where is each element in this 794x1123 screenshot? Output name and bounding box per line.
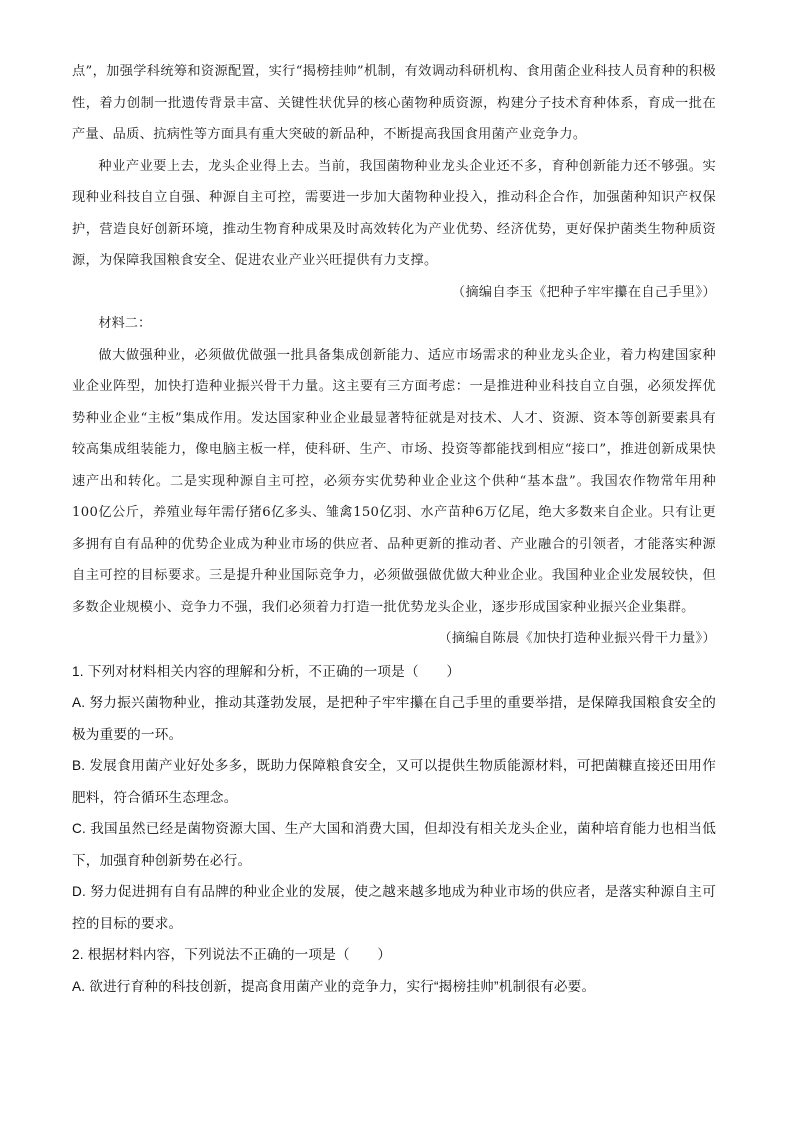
question-1-stem: 1. 下列对材料相关内容的理解和分析，不正确的一项是（ ）: [72, 663, 461, 679]
question-section: [72, 656, 716, 1003]
passage-paragraph-2: 种业产业要上去，龙头企业得上去。当前，我国菌物种业龙头企业还不多，育种创新能力还不够强。实现种业科技自立自强、种源自主可控，需要进一步加大菌物种业投入，推动科企合作，加强菌种知识产权保护，营造良好创新环境，推动生物育种成果及时高效转化为产业优势、经济优势，更好保护菌类生物种质资源，为保障我国粮食安全、促进农业产业兴旺提供有力支撑。: [72, 158, 716, 268]
material-two-label: 材料二：: [98, 316, 152, 331]
question-2-option-a: A. 欲进行育种的科技创新，提高食用菌产业的竞争力，实行“揭榜挂帅”机制很有必要。: [72, 978, 596, 994]
question-1-option-b: B. 发展食用菌产业好处多多，既助力保障粮食安全，又可以提供生物质能源材料，可把菌糠直接还田用作肥料，符合循环生态理念。: [72, 758, 716, 805]
source-citation-1: （摘编自李玉《把种子牢牢攥在自己手里》）: [451, 284, 716, 300]
passage-paragraph-1: 点”，加强学科统筹和资源配置，实行“揭榜挂帅”机制，有效调动科研机构、食用菌企业科技人员育种的积极性，着力创制一批遗传背景丰富、关键性状优异的核心菌物种质资源，构建分子技术育种体系，育成一批在产量、品质、抗病性等方面具有重大突破的新品种，不断提高我国食用菌产业竞争力。: [72, 64, 716, 142]
source-citation-2: （摘编自陈晨《加快打造种业振兴骨干力量》）: [438, 631, 716, 646]
question-2-stem: 2. 根据材料内容，下列说法不正确的一项是（ ）: [72, 947, 392, 962]
question-1-option-d: D. 努力促进拥有自有品牌的种业企业的发展，使之越来越多地成为种业市场的供应者，是落实种源自主可控的目标的要求。: [72, 884, 716, 931]
question-1-option-a: A. 努力振兴菌物种业，推动其蓬勃发展，是把种子牢牢攥在自己手里的重要举措，是保障我国粮食安全的极为重要的一环。: [72, 695, 716, 742]
passage-paragraph-3: 做大做强种业，必须做优做强一批具备集成创新能力、适应市场需求的种业龙头企业，着力构建国家种业企业阵型，加快打造种业振兴骨干力量。这主要有三方面考虑：一是推进种业科技自立自强，必须发挥优势种业企业“主板”集成作用。发达国家种业企业最显著特征就是对技术、人才、资源、资本等创新要素具有较高集成组装能力，像电脑主板一样，使科研、生产、市场、投资等都能找到相应“接口”，推进创新成果快速产出和转化。二是实现种源自主可控，必须夯实优势种业企业这个供种“基本盘”。我国农作物常年用种100亿公斤，养殖业每年需仔猪6亿多头、雏禽150亿羽、水产苗种6万亿尾，绝大多数来自企业。只有让更多拥有自有品种的优势企业成为种业市场的供应者、品种更新的推动者、产业融合的引领者，才能落实种源自主可控的目标要求。三是提升种业国际竞争力，必须做强做优做大种业企业。我国种业企业发展较快，但多数企业规模小、竞争力不强，我们必须着力打造一批优势龙头企业，逐步形成国家种业振兴企业集群。: [72, 347, 716, 615]
question-1-option-c: C. 我国虽然已经是菌物资源大国、生产大国和消费大国，但却没有相关龙头企业，菌种培育能力也相当低下，加强育种创新势在必行。: [72, 821, 716, 868]
